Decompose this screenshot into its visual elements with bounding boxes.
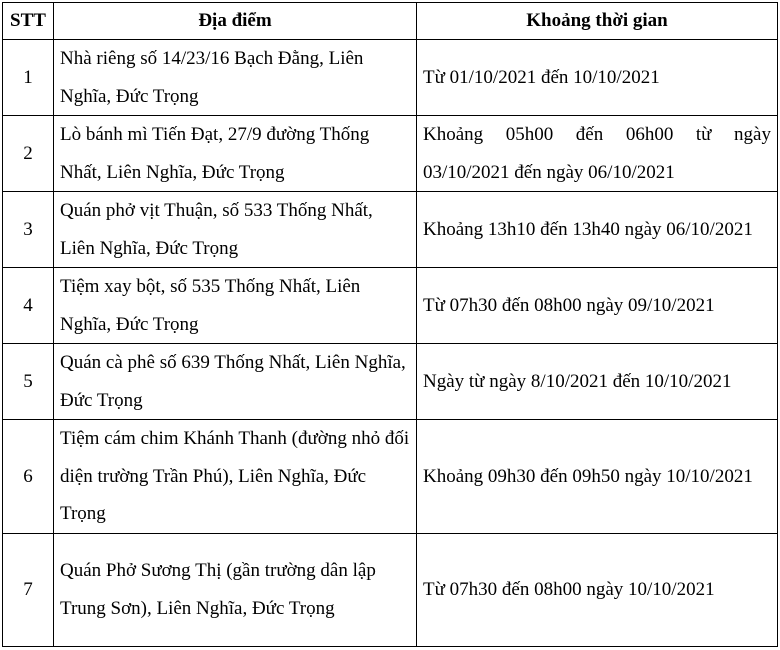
locations-table — [2, 2, 778, 647]
row-stt: 1 — [3, 40, 54, 116]
row-stt: 5 — [3, 344, 54, 420]
row-time: Khoảng 13h10 đến 13h40 ngày 06/10/2021 — [417, 192, 778, 268]
row-stt: 6 — [3, 420, 54, 534]
table-header-row — [3, 3, 778, 40]
row-location: Tiệm cám chim Khánh Thanh (đường nhỏ đối diện trường Trần Phú), Liên Nghĩa, Đức Trọng — [54, 420, 417, 534]
row-stt: 4 — [3, 268, 54, 344]
table-row — [3, 268, 778, 344]
table-row — [3, 344, 778, 420]
row-location: Nhà riêng số 14/23/16 Bạch Đằng, Liên Nghĩa, Đức Trọng — [54, 40, 417, 116]
row-stt: 2 — [3, 116, 54, 192]
header-location: Địa điểm — [54, 3, 417, 40]
header-stt: STT — [3, 3, 54, 40]
row-stt: 3 — [3, 192, 54, 268]
row-time: Khoảng 09h30 đến 09h50 ngày 10/10/2021 — [417, 420, 778, 534]
row-time: Từ 07h30 đến 08h00 ngày 09/10/2021 — [417, 268, 778, 344]
table-row — [3, 533, 778, 646]
table-row — [3, 116, 778, 192]
row-location: Tiệm xay bột, số 535 Thống Nhất, Liên Nghĩa, Đức Trọng — [54, 268, 417, 344]
table-row — [3, 40, 778, 116]
row-location: Quán Phở Sương Thị (gần trường dân lập Trung Sơn), Liên Nghĩa, Đức Trọng — [54, 533, 417, 646]
row-location: Quán cà phê số 639 Thống Nhất, Liên Nghĩa, Đức Trọng — [54, 344, 417, 420]
table-row — [3, 192, 778, 268]
table-row — [3, 420, 778, 534]
row-time: Ngày từ ngày 8/10/2021 đến 10/10/2021 — [417, 344, 778, 420]
row-stt: 7 — [3, 533, 54, 646]
row-time: Khoảng 05h00 đến 06h00 từ ngày 03/10/2021 đến ngày 06/10/2021 — [417, 116, 778, 192]
row-location: Quán phở vịt Thuận, số 533 Thống Nhất, Liên Nghĩa, Đức Trọng — [54, 192, 417, 268]
row-time: Từ 07h30 đến 08h00 ngày 10/10/2021 — [417, 533, 778, 646]
row-location: Lò bánh mì Tiến Đạt, 27/9 đường Thống Nhất, Liên Nghĩa, Đức Trọng — [54, 116, 417, 192]
header-time: Khoảng thời gian — [417, 3, 778, 40]
row-time: Từ 01/10/2021 đến 10/10/2021 — [417, 40, 778, 116]
